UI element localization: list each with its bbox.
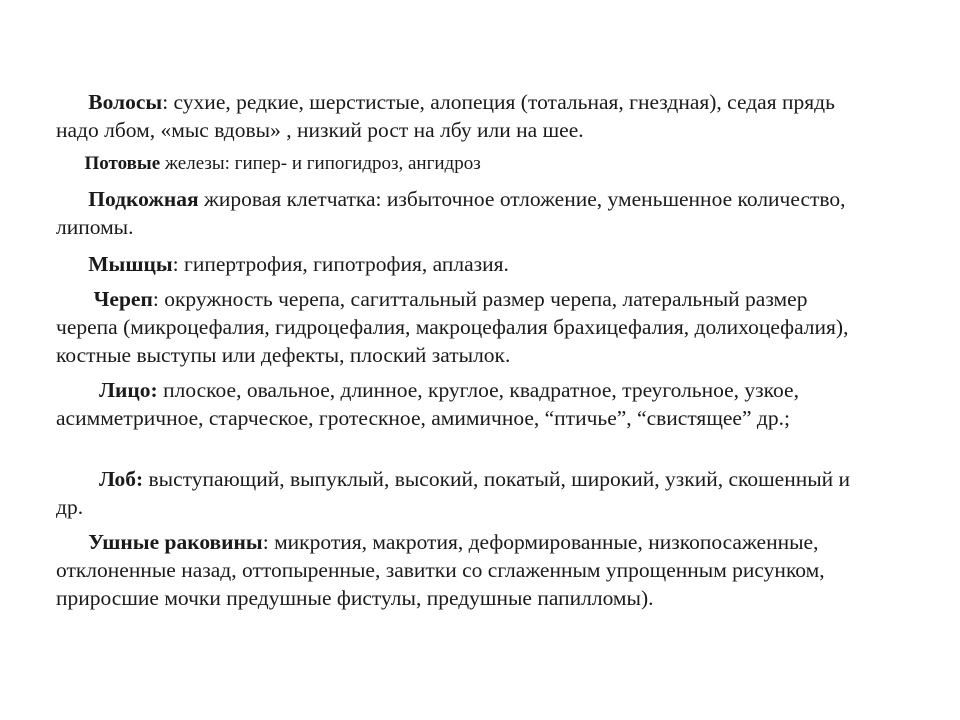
term-forehead: Лоб: xyxy=(99,467,144,491)
term-subcutaneous-fat: Подкожная xyxy=(88,187,199,211)
paragraph-face xyxy=(56,376,856,432)
text-hair: : сухие, редкие, шерстистые, алопеция (тотальная, гнездная), седая прядь надо лбом, «мыс вдовы» , низкий рост на лбу или на шее. xyxy=(56,90,835,142)
paragraph-muscles xyxy=(56,250,856,278)
term-face: Лицо: xyxy=(99,378,158,402)
paragraph-subcutaneous-fat xyxy=(56,185,856,241)
paragraph-hair xyxy=(56,88,856,144)
text-sweat-glands: железы: гипер- и гипогидроз, ангидроз xyxy=(160,153,481,174)
text-ears: : микротия, макротия, деформированные, низкопосаженные, отклоненные назад, оттопыренные, завитки со сглаженным упрощенным рисунком, приросшие мочки предушные фистулы, предушные папилломы). xyxy=(56,530,825,610)
term-ears: Ушные раковины xyxy=(88,530,263,554)
paragraph-ears xyxy=(56,528,856,612)
text-forehead: выступающий, выпуклый, высокий, покатый, широкий, узкий, скошенный и др. xyxy=(56,467,851,519)
text-face: плоское, овальное, длинное, круглое, квадратное, треугольное, узкое, асимметричное, старческое, гротескное, амимичное, “птичье”, “свистящее” др.; xyxy=(56,378,799,430)
term-skull: Череп xyxy=(93,287,153,311)
text-muscles: : гипертрофия, гипотрофия, аплазия. xyxy=(172,252,509,276)
term-muscles: Мышцы xyxy=(88,252,173,276)
paragraph-forehead xyxy=(56,465,856,521)
text-skull: : окружность черепа, сагиттальный размер черепа, латеральный размер черепа (микроцефалия, гидроцефалия, макроцефалия брахицефалия, долихоцефалия), костные выступы или дефекты, плоский затылок. xyxy=(56,287,849,367)
paragraph-skull xyxy=(56,285,856,369)
term-sweat-glands: Потовые xyxy=(84,153,161,174)
text-subcutaneous-fat: жировая клетчатка: избыточное отложение, уменьшенное количество, липомы. xyxy=(56,187,846,239)
paragraph-sweat-glands xyxy=(56,150,856,178)
term-hair: Волосы xyxy=(88,90,163,114)
